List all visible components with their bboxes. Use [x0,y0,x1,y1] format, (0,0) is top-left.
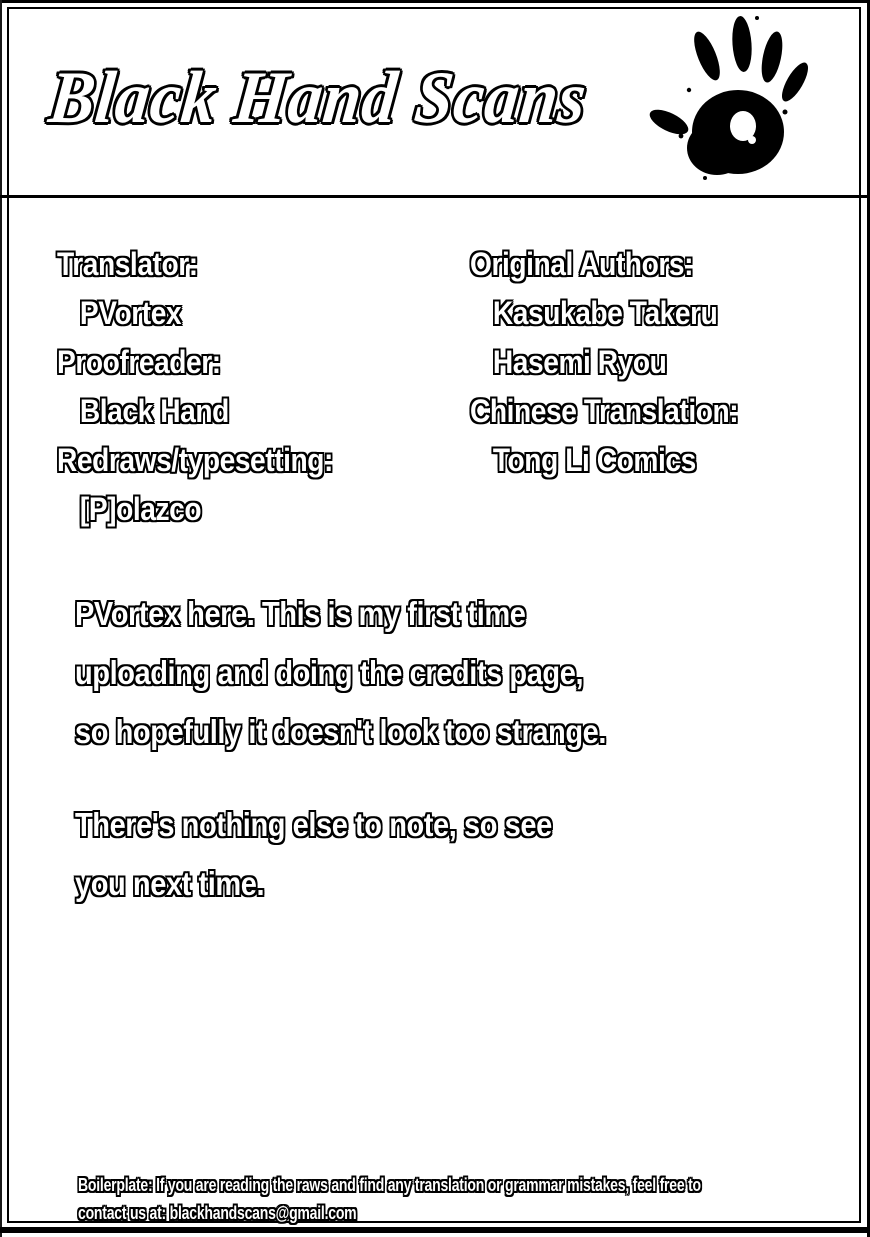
footer-line-contact-email: contact us at: blackhandscans@gmail.com [78,1203,357,1223]
note-line: you next time. [75,865,265,902]
credit-value-author-2: Hasemi Ryou [492,344,667,380]
note-line: uploading and doing the credits page, [75,654,584,691]
credit-value-chinese-translation: Tong Li Comics [492,442,696,478]
credits-column-right [470,240,738,485]
note-line: PVortex here. This is my first time [75,595,526,632]
scan-edge-left [0,0,2,1237]
credit-label-original-authors: Original Authors: [470,246,694,282]
credit-value-redraws: [P]olazco [79,491,202,527]
credit-value-proofreader: Black Hand [79,393,229,429]
translator-note-paragraph-2 [75,795,552,913]
header-divider-line [0,195,870,198]
credit-value-author-1: Kasukabe Takeru [492,295,718,331]
credit-value-translator: PVortex [79,295,182,331]
credit-label-redraws: Redraws/typesetting: [57,442,333,478]
bottom-rule [0,1227,870,1233]
footer-line-boilerplate: Boilerplate: If you are reading the raws and find any translation or grammar mistakes, feel free to [78,1175,701,1195]
credit-label-chinese-translation: Chinese Translation: [470,393,739,429]
credit-label-proofreader: Proofreader: [57,344,221,380]
page-title: Black Hand Scans [45,57,591,139]
scan-edge-top [0,0,870,3]
translator-note-paragraph-1 [75,584,606,761]
credits-column-left [57,240,333,534]
boilerplate-footer [78,1171,701,1227]
handprint-icon [645,10,810,190]
note-line: so hopefully it doesn't look too strange. [75,713,606,750]
note-line: There's nothing else to note, so see [75,806,552,843]
credit-label-translator: Translator: [57,246,198,282]
